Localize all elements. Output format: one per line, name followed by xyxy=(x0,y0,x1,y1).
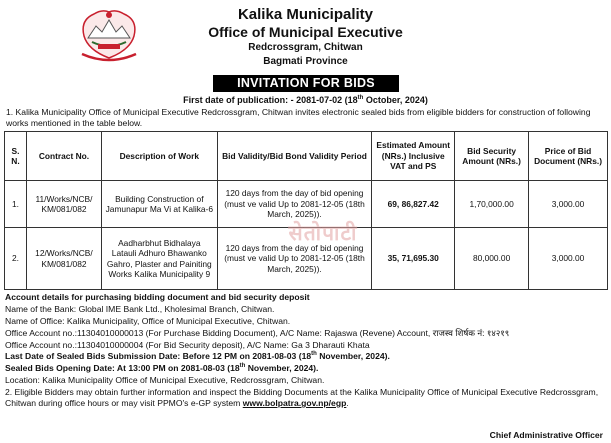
invitation-banner: INVITATION FOR BIDS xyxy=(213,75,399,92)
watermark: सेतोपाटी xyxy=(288,221,358,245)
col-price: Price of Bid Document (NRs.) xyxy=(529,132,608,181)
egp-link[interactable]: www.bolpatra.gov.np/egp xyxy=(242,398,347,409)
cell-sn: 2. xyxy=(5,228,27,290)
further-info-end: . xyxy=(346,398,349,409)
cell-contract: 12/Works/NCB/ KM/081/082 xyxy=(26,228,101,290)
cell-amount: 35, 71,695.30 xyxy=(372,228,455,290)
bid-opening-date xyxy=(5,363,608,375)
cell-security: 1,70,000.00 xyxy=(455,181,529,228)
last-date-tail: November, 2024). xyxy=(316,351,390,362)
col-description: Description of Work xyxy=(101,132,217,181)
opening-location: Location: Kalika Municipality Office of Municipal Executive, Redcrossgram, Chitwan. xyxy=(5,375,325,386)
cell-amount: 69, 86,827.42 xyxy=(372,181,455,228)
account-heading: Account details for purchasing bidding document and bid security deposit xyxy=(5,292,310,302)
signature-title: Chief Administrative Officer xyxy=(489,430,603,440)
account-details xyxy=(5,292,608,409)
pub-date-text: First date of publication: - 2081-07-02 (18 xyxy=(183,95,358,105)
publication-date xyxy=(0,94,611,106)
bid-table xyxy=(4,131,608,290)
office-location: Redcrossgram, Chitwan xyxy=(248,42,363,53)
cell-validity: 120 days from the day of bid opening (must ve valid Up to 2081-12-05 (18th March, 2025)). xyxy=(217,181,372,228)
intro-paragraph: 1. Kalika Municipality Office of Municipal Executive Redcrossgram, Chitwan invites electronic sealed bids from eligible bidders for construction of following works mentioned in the table below. xyxy=(6,107,591,128)
col-sn: S. N. xyxy=(5,132,27,181)
cell-price: 3,000.00 xyxy=(529,228,608,290)
cell-validity: 120 days from the day of bid opening (must ve valid Up to 2081-12-05 (18th March, 2025)). xyxy=(217,228,372,290)
account-line-2: Office Account no.:11304010000004 (For Bid Security deposit), A/C Name: Ga 3 Dharauti Khata xyxy=(5,339,370,350)
account-line-1: Office Account no.:11304010000013 (For Purchase Bidding Document), A/C Name: Rajaswa (Revene) Account, राजस्व शिर्षक नं: १४२१९ xyxy=(5,327,510,338)
last-submission-date xyxy=(5,351,608,363)
cell-sn: 1. xyxy=(5,181,27,228)
office-name-line: Name of Office: Kalika Municipality, Office of Municipal Executive, Chitwan. xyxy=(5,315,291,326)
pub-date-tail: October, 2024) xyxy=(363,95,428,105)
last-date-text: Last Date of Sealed Bids Submission Date: Before 12 PM on 2081-08-03 (18 xyxy=(5,351,312,362)
bank-name: Name of the Bank: Global IME Bank Ltd., Kholesimal Branch, Chitwan. xyxy=(5,303,275,314)
cell-contract: 11/Works/NCB/ KM/081/082 xyxy=(26,181,101,228)
further-info-paragraph xyxy=(5,387,608,409)
office-name: Office of Municipal Executive xyxy=(208,24,403,40)
last-date-sup: th xyxy=(311,351,317,358)
opening-text: Sealed Bids Opening Date: At 13:00 PM on 2081-08-03 (18 xyxy=(5,363,240,374)
notice-header xyxy=(0,6,611,69)
opening-sup: th xyxy=(239,363,246,370)
col-contract: Contract No. xyxy=(26,132,101,181)
pub-date-sup: th xyxy=(357,95,364,101)
org-name: Kalika Municipality xyxy=(237,6,374,23)
province-name: Bagmati Province xyxy=(263,56,348,67)
further-info-text: 2. Eligible Bidders may obtain further information and inspect the Bidding Documents at the Kalika Municipality Office of Municipal Executive Redcrossgram, Chitwan during office hours or may visit PPMO's e-GP system xyxy=(5,387,599,409)
col-security: Bid Security Amount (NRs.) xyxy=(455,132,529,181)
cell-security: 80,000.00 xyxy=(455,228,529,290)
table-header-row xyxy=(5,132,608,181)
cell-price: 3,000.00 xyxy=(529,181,608,228)
opening-tail: November, 2024). xyxy=(245,363,319,374)
col-amount: Estimated Amount (NRs.) Inclusive VAT and PS xyxy=(372,132,455,181)
cell-description: Aadharbhut Bidhalaya Latauli Adhuro Bhawanko Gahro, Plaster and Painiting Works Kalika Municipality 9 xyxy=(101,228,217,290)
cell-description: Building Construction of Jamunapur Ma Vi at Kalika-6 xyxy=(101,181,217,228)
col-validity: Bid Validity/Bid Bond Validity Period xyxy=(217,132,372,181)
